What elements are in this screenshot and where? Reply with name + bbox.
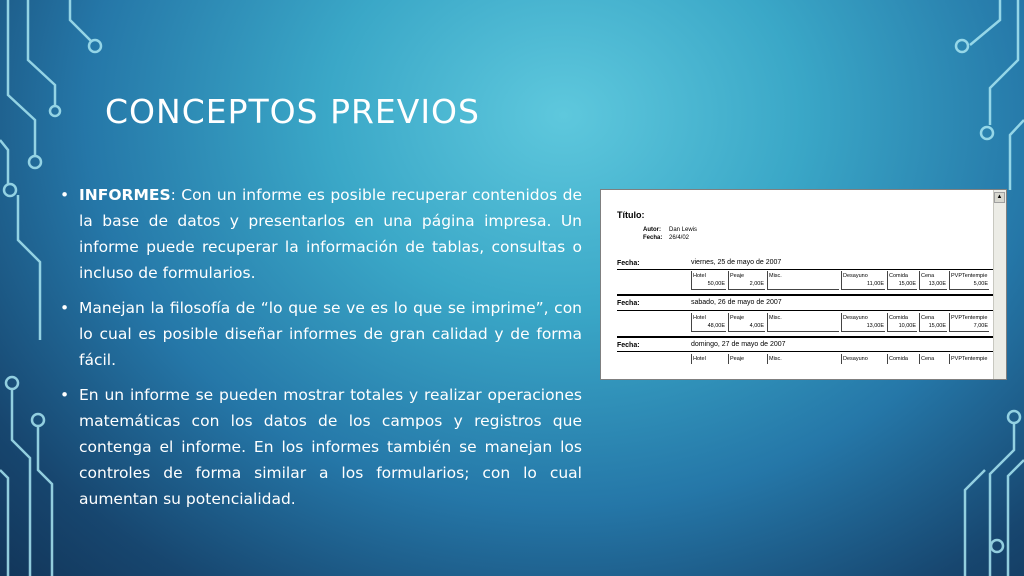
- column-header: Desayuno: [841, 313, 887, 323]
- separator-line: [617, 310, 993, 311]
- separator-line: [617, 351, 993, 352]
- column-header: Misc.: [767, 313, 841, 323]
- group-date-label: Fecha:: [617, 300, 640, 307]
- column-header: PVPTentempie: [949, 354, 991, 364]
- cell-value: 2,00E: [728, 280, 765, 290]
- column-header: Peaje: [728, 313, 767, 323]
- group-date-label: Fecha:: [617, 342, 640, 349]
- column-header: Peaje: [728, 354, 767, 364]
- group-date-value: domingo, 27 de mayo de 2007: [691, 341, 786, 348]
- circuit-node: [981, 127, 993, 139]
- column-header: Misc.: [767, 354, 841, 364]
- circuit-node: [89, 40, 101, 52]
- group-date-value: viernes, 25 de mayo de 2007: [691, 259, 782, 266]
- circuit-line: [990, 423, 1014, 576]
- report-author-label: Autor:: [643, 227, 661, 233]
- circuit-node: [6, 377, 18, 389]
- circuit-node: [32, 414, 44, 426]
- cell-value: 7,00E: [949, 322, 989, 332]
- bullet-item: [60, 382, 582, 512]
- circuit-line: [0, 470, 8, 576]
- report-title-label: Título:: [617, 210, 645, 220]
- scroll-up-arrow-icon[interactable]: ▲: [994, 192, 1005, 203]
- cell-value: 10,00E: [887, 322, 917, 332]
- circuit-node: [956, 40, 968, 52]
- circuit-line: [970, 0, 1000, 45]
- circuit-line: [28, 0, 55, 105]
- cell-value: 50,00E: [691, 280, 726, 290]
- column-header: Comida: [887, 313, 919, 323]
- circuit-node: [991, 540, 1003, 552]
- column-header: Hotel: [691, 313, 733, 323]
- separator-line: [617, 336, 993, 338]
- cell-value: 13,00E: [841, 322, 885, 332]
- cell-value: 5,00E: [949, 280, 989, 290]
- cell-value: 13,00E: [919, 280, 947, 290]
- cell-value: 15,00E: [887, 280, 917, 290]
- circuit-node: [1008, 411, 1020, 423]
- bullet-dot-icon: •: [60, 186, 70, 204]
- report-date-label: Fecha:: [643, 235, 663, 241]
- cell-value: 11,00E: [841, 280, 885, 290]
- cell-value: [767, 322, 839, 332]
- separator-line: [617, 269, 993, 270]
- column-header: Hotel: [691, 271, 733, 281]
- group-date-value: sabado, 26 de mayo de 2007: [691, 299, 782, 306]
- column-header: Misc.: [767, 271, 841, 281]
- column-header: Desayuno: [841, 354, 887, 364]
- column-header: Comida: [887, 271, 919, 281]
- bullet-text: En un informe se pueden mostrar totales y realizar operaciones matemáticas con los datos de los campos y registros que contenga el informe. En los informes también se manejan los controles de forma similar a los formularios; con lo cual aumentan su potencialidad.: [79, 386, 582, 508]
- column-header: Comida: [887, 354, 919, 364]
- circuit-line: [8, 0, 35, 155]
- bullet-dot-icon: •: [60, 299, 70, 317]
- cell-value: 48,00E: [691, 322, 726, 332]
- slide-title: CONCEPTOS PREVIOS: [105, 92, 480, 131]
- circuit-line: [18, 195, 40, 340]
- circuit-line: [12, 389, 30, 576]
- column-header: Hotel: [691, 354, 733, 364]
- column-header: Peaje: [728, 271, 767, 281]
- circuit-line: [38, 426, 52, 576]
- circuit-line: [0, 140, 8, 185]
- circuit-line: [1010, 120, 1024, 190]
- group-date-label: Fecha:: [617, 260, 640, 267]
- cell-value: [767, 280, 839, 290]
- column-header: PVPTentempie: [949, 271, 991, 281]
- cell-value: 4,00E: [728, 322, 765, 332]
- bullet-item: [60, 295, 582, 373]
- column-header: Desayuno: [841, 271, 887, 281]
- cell-value: 15,00E: [919, 322, 947, 332]
- column-header: Cena: [919, 313, 949, 323]
- circuit-line: [965, 470, 985, 576]
- circuit-line: [990, 0, 1018, 125]
- circuit-node: [29, 156, 41, 168]
- bullet-item: [60, 182, 582, 286]
- bullet-text: Manejan la filosofía de “lo que se ve es lo que se imprime”, con lo cual es posible diseñar informes de gran calidad y de forma fácil.: [79, 299, 582, 369]
- bullet-list: [60, 182, 582, 521]
- report-scrollbar[interactable]: [993, 190, 1006, 379]
- report-preview-image: [600, 189, 1007, 380]
- column-header: Cena: [919, 271, 949, 281]
- circuit-line: [1008, 460, 1024, 576]
- column-header: PVPTentempie: [949, 313, 991, 323]
- column-header: Cena: [919, 354, 949, 364]
- circuit-node: [50, 106, 60, 116]
- bullet-text: : Con un informe es posible recuperar contenidos de la base de datos y presentarlos en una página impresa. Un informe puede recuperar la información de tablas, consultas o incluso de formularios.: [79, 186, 582, 282]
- report-date-value: 26/4/02: [669, 235, 690, 241]
- circuit-node: [4, 184, 16, 196]
- separator-line: [617, 294, 993, 296]
- bullet-bold-term: INFORMES: [79, 186, 171, 204]
- report-author-value: Dan Lewis: [669, 227, 698, 233]
- circuit-line: [70, 0, 92, 42]
- bullet-dot-icon: •: [60, 386, 70, 404]
